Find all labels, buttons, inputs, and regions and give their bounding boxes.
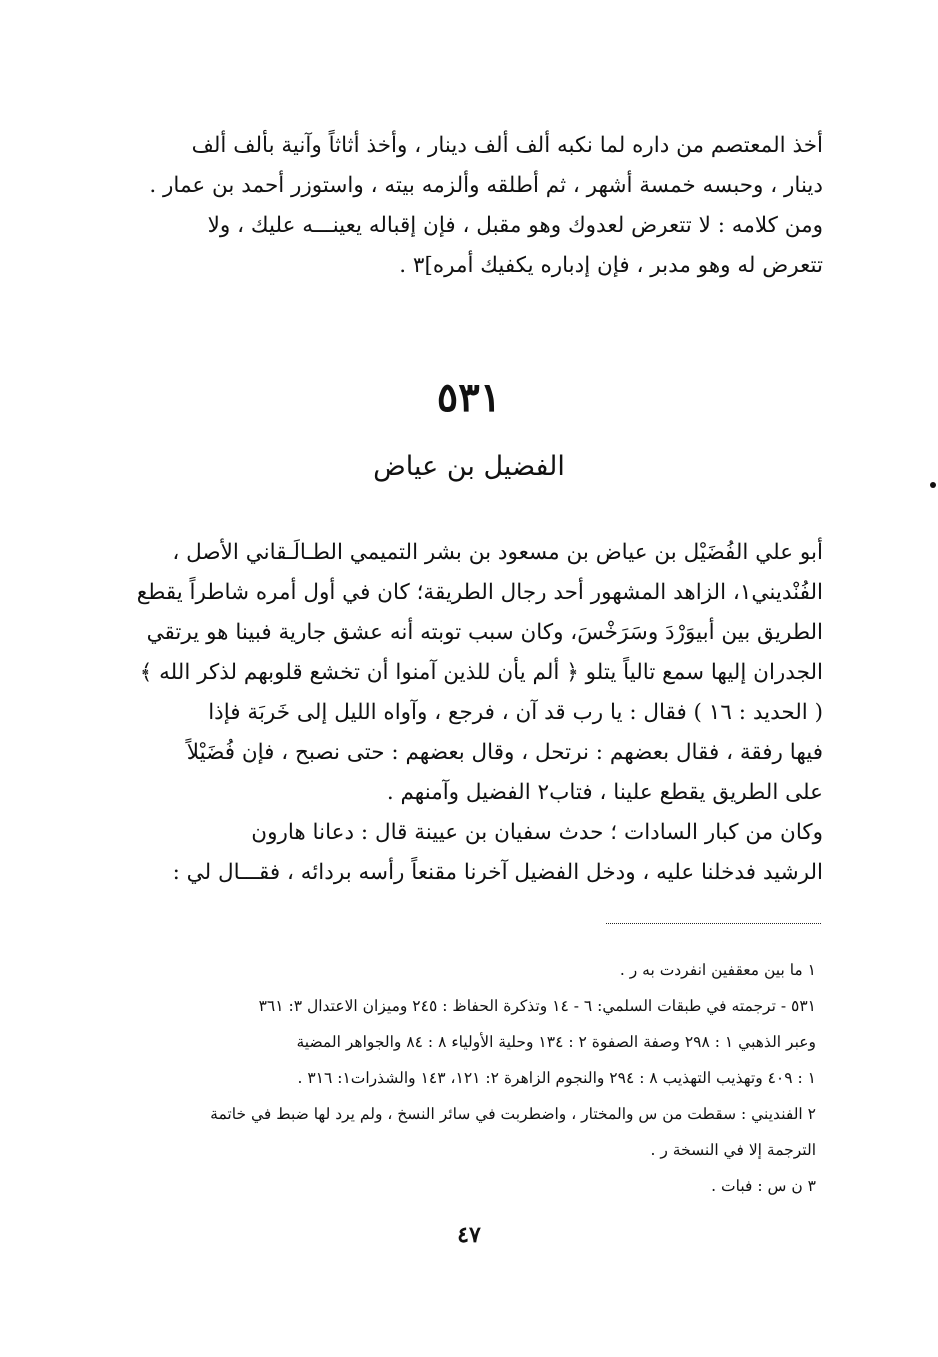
- biography-paragraph: [128, 533, 823, 813]
- text-line: ومن كلامه : لا تتعرض لعدوك وهو مقبل ، فإن إقباله يعينـــه عليك ، ولا: [207, 213, 823, 238]
- footnote-line: وعبر الذهبي ١ : ٢٩٨ وصفة الصفوة ٢ : ١٣٤ وحلية الأولياء ٨ : ٨٤ والجواهر المضية: [296, 1033, 816, 1051]
- footnote-line: ٢ الفنديني : سقطت من س والمختار ، واضطربت في سائر النسخ ، ولم يرد لها ضبط في خاتمة: [210, 1105, 816, 1123]
- footnote-line: ١ ما بين معقفين انفردت به ر .: [619, 961, 816, 979]
- entry-number: ٥٣١: [436, 374, 502, 421]
- text-line: أخذ المعتصم من داره لما نكبه ألف ألف دينار ، وأخذ أثاثاً وآنية بألف ألف: [191, 133, 823, 158]
- text-line: ( الحديد : ١٦ ) فقال : يا رب قد آن ، فرجع ، وآواه الليل إلى خَربَة فإذا: [208, 700, 823, 725]
- footnote-line: الترجمة إلا في النسخة ر .: [650, 1141, 816, 1159]
- text-line: الرشيد فدخلنا عليه ، ودخل الفضيل آخرنا مقنعاً رأسه بردائه ، فقـــال لي :: [172, 860, 823, 885]
- text-line: فيها رفقة ، فقال بعضهم : نرتحل ، وقال بعضهم : حتى نصبح ، فإن فُضَيْلاً: [186, 740, 823, 765]
- page-number: ٤٧: [457, 1222, 481, 1248]
- text-line: الجدران إليها سمع تالياً يتلو ﴿ ألم يأن للذين آمنوا أن تخشع قلوبهم لذكر الله ﴾: [139, 660, 823, 685]
- text-line: أبو علي الفُضَيْل بن عياض بن مسعود بن بشر التميمي الطـالَـقاني الأصل ،: [172, 540, 823, 565]
- top-paragraph: [128, 126, 823, 286]
- footnote-line: ٥٣١ - ترجمته في طبقات السلمي: ٦ - ١٤ وتذكرة الحفاظ : ٢٤٥ وميزان الاعتدال ٣: ٣٦١: [258, 997, 816, 1015]
- text-line: الفُنْديني١، الزاهد المشهور أحد رجال الطريقة؛ كان في أول أمره شاطراً يقطع: [136, 580, 823, 605]
- text-line: دينار ، وحبسه خمسة أشهر ، ثم أطلقه وألزمه بيته ، واستوزر أحمد بن عمار .: [149, 173, 823, 198]
- scan-speck: [930, 482, 936, 488]
- text-line: الطريق بين أبيوَرْدَ وسَرَخْسَ، وكان سبب توبته أنه عشق جارية فبينا هو يرتقي: [146, 620, 823, 645]
- text-line: وكان من كبار السادات ؛ حدث سفيان بن عيينة قال : دعانا هارون: [251, 820, 823, 845]
- text-line: على الطريق يقطع علينا ، فتاب٢ الفضيل وآمنهم .: [386, 780, 823, 805]
- footnotes: [128, 952, 816, 1204]
- footnote-line: ١ : ٤٠٩ وتهذيب التهذيب ٨ : ٢٩٤ والنجوم الزاهرة ٢: ١٢١، ١٤٣ والشذرات١: ٣١٦ .: [297, 1069, 816, 1087]
- second-paragraph: [128, 813, 823, 893]
- footnote-separator: [606, 923, 821, 924]
- footnote-line: ٣ ن س : فبات .: [711, 1177, 816, 1195]
- text-line: تتعرض له وهو مدبر ، فإن إدباره يكفيك أمره]٣ .: [399, 253, 823, 278]
- entry-title: الفضيل بن عياض: [373, 451, 565, 482]
